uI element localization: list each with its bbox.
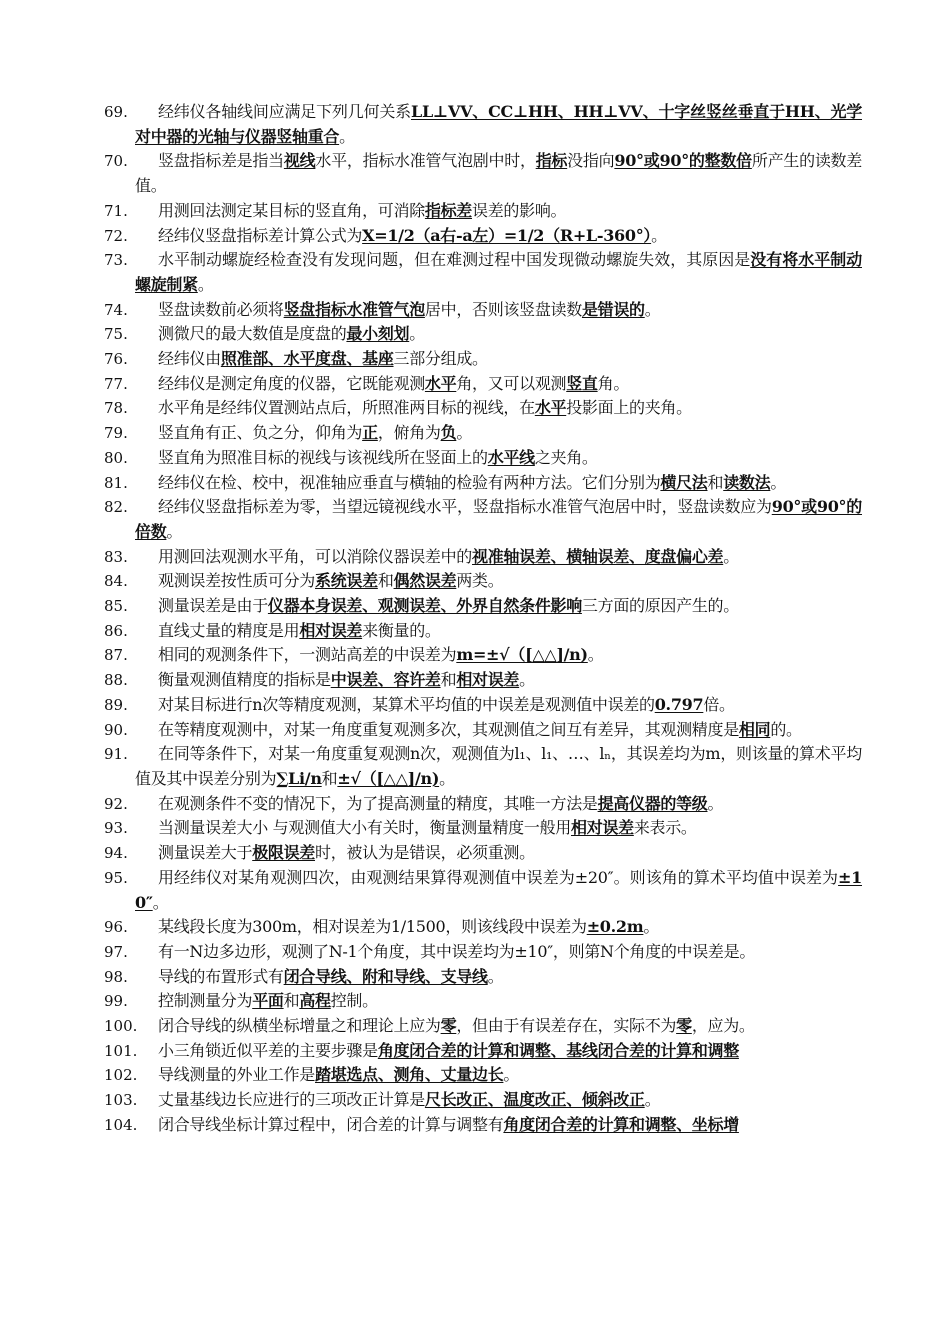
question-fragment: 竖盘指标差是指当 (158, 151, 284, 171)
question-fragment: 在观测条件不变的情况下，为了提高测量的精度，其唯一方法是 (158, 793, 598, 813)
question-fragment: 竖直角为照准目标的视线与该视线所在竖面上的 (158, 447, 488, 467)
question-fragment: 在同等条件下，对某一角度重复观测n次，观测值为l₁、l₁、…、lₙ，其误差均为m，则该量的算术平均值及其中误差分别为 (135, 744, 862, 788)
question-number: 85. (104, 597, 128, 616)
question-text (135, 149, 862, 198)
question-text (135, 1039, 862, 1064)
question-text (135, 1014, 862, 1039)
question-fragment: 。 (487, 966, 504, 986)
question-fragment: 的。 (770, 719, 802, 739)
answer-blank: 系统误差 (315, 571, 378, 591)
question-text (135, 816, 862, 841)
question-item (104, 619, 862, 644)
question-number: 100. (104, 1017, 138, 1036)
question-item (104, 545, 862, 570)
question-text (135, 693, 862, 718)
question-fragment: 竖盘读数前必须将 (158, 299, 284, 319)
answer-blank: 踏堪选点、测角、丈量边长 (315, 1065, 504, 1085)
question-fragment: 之夹角。 (534, 447, 598, 467)
question-text (135, 471, 862, 496)
question-number: 88. (104, 671, 128, 690)
question-number: 89. (104, 695, 128, 714)
answer-blank: X=1/2（a右-a左）=1/2（R+L-360°） (362, 225, 652, 245)
question-item (104, 421, 862, 446)
question-text (135, 1088, 862, 1113)
answer-blank: 水平 (424, 373, 457, 393)
question-number: 97. (104, 942, 128, 961)
answer-blank: 0.797 (654, 694, 704, 714)
question-text (135, 965, 862, 990)
question-number: 72. (104, 226, 128, 245)
question-number: 71. (104, 201, 128, 220)
question-number: 99. (104, 992, 128, 1011)
question-fragment: 导线测量的外业工作是 (158, 1065, 316, 1085)
answer-blank: 角度闭合差的计算和调整、坐标增 (503, 1114, 739, 1134)
question-item (104, 347, 862, 372)
question-item (104, 396, 862, 421)
question-item (104, 643, 862, 668)
question-number: 75. (104, 325, 128, 344)
answer-blank: 视准轴误差、横轴误差、度盘偏心差 (472, 546, 724, 566)
question-number: 82. (104, 498, 128, 517)
question-item (104, 199, 862, 224)
question-fragment: 。 (651, 225, 667, 245)
question-fragment: 投影面上的夹角。 (566, 398, 692, 418)
question-fragment: 。 (439, 768, 455, 788)
question-number: 76. (104, 350, 128, 369)
question-fragment: 和 (321, 768, 338, 788)
answer-blank: 偶然误差 (393, 571, 457, 591)
question-fragment: 。 (770, 472, 787, 492)
question-text (135, 866, 862, 915)
question-fragment: 控制测量分为 (158, 991, 253, 1011)
question-fragment: 。 (644, 1090, 661, 1110)
question-fragment: 经纬仪在检、校中，视准轴应垂直与横轴的检验有两种方法。它们分别为 (158, 472, 661, 492)
question-number: 103. (104, 1091, 138, 1110)
question-text (135, 841, 862, 866)
question-item (104, 149, 862, 198)
question-fragment: 误差的影响。 (472, 200, 567, 220)
question-text (135, 248, 862, 297)
answer-blank: 零 (440, 1016, 457, 1036)
question-item (104, 372, 862, 397)
question-item (104, 693, 862, 718)
question-number: 93. (104, 819, 128, 838)
question-fragment: 和 (440, 670, 457, 690)
question-item (104, 298, 862, 323)
question-fragment: 丈量基线边长应进行的三项改正计算是 (158, 1090, 425, 1110)
answer-blank: 90°或90°的整数倍 (614, 151, 752, 171)
answer-blank: 相对误差 (571, 818, 634, 838)
question-fragment: 。 (587, 645, 604, 665)
question-fragment: 测微尺的最大数值是度盘的 (158, 324, 347, 344)
answer-blank: 水平 (534, 398, 567, 418)
question-fragment: 没指向 (567, 151, 615, 171)
question-item (104, 471, 862, 496)
question-fragment: 角。 (597, 373, 630, 393)
question-fragment: ，应为。 (691, 1016, 755, 1036)
answer-blank: ±√（[△△]/n) (337, 768, 440, 788)
answer-blank: 横尺法 (660, 472, 708, 492)
question-item (104, 224, 862, 249)
answer-blank: 是错误的 (581, 299, 645, 319)
question-fragment: 两类。 (456, 571, 504, 591)
question-text (135, 1063, 862, 1088)
question-text (135, 594, 862, 619)
question-text (135, 396, 862, 421)
document-page (104, 100, 862, 1138)
question-fragment: 。 (723, 546, 739, 566)
answer-blank: 竖盘指标水准管气泡 (283, 299, 425, 319)
question-fragment: 观测误差按性质可分为 (158, 571, 316, 591)
answer-blank: 仪器本身误差、观测误差、外界自然条件影响 (267, 596, 582, 616)
question-text (135, 495, 862, 544)
question-item (104, 569, 862, 594)
question-fragment: 和 (377, 571, 394, 591)
question-fragment: 某线段长度为300m，相对误差为1/1500，则该线段中误差为 (158, 917, 587, 937)
answer-blank: 相对误差 (299, 620, 363, 640)
question-fragment: 闭合导线的纵横坐标增量之和理论上应为 (158, 1016, 441, 1036)
question-fragment: 。 (166, 521, 183, 541)
answer-blank: 指标差 (424, 200, 473, 220)
question-item (104, 1088, 862, 1113)
answer-blank: 水平线 (487, 447, 535, 467)
question-fragment: 和 (707, 472, 724, 492)
question-text (135, 792, 862, 817)
question-number: 90. (104, 720, 128, 739)
answer-blank: 90°或90°的倍数 (135, 497, 862, 541)
question-text (135, 372, 862, 397)
answer-blank: 高程 (299, 991, 331, 1011)
question-fragment: 经纬仪由 (158, 349, 221, 369)
question-text (135, 915, 862, 940)
question-number: 73. (104, 251, 128, 270)
question-fragment: 小三角锁近似平差的主要步骤是 (158, 1040, 378, 1060)
question-text (135, 199, 862, 224)
question-item (104, 718, 862, 743)
answer-blank: 相同 (738, 719, 771, 739)
question-text (135, 100, 862, 149)
question-number: 69. (104, 103, 128, 121)
question-number: 96. (104, 918, 128, 937)
answer-blank: ±10″ (135, 867, 862, 912)
question-fragment: 对某目标进行n次等精度观测，某算术平均值的中误差是观测值中误差的 (158, 694, 655, 714)
question-number: 86. (104, 621, 128, 640)
question-item (104, 866, 862, 915)
answer-blank: 读数法 (723, 472, 771, 492)
question-number: 80. (104, 448, 128, 467)
question-number: 79. (104, 424, 128, 443)
answer-blank: 最小刻划 (346, 324, 410, 344)
question-fragment: ，俯角为 (377, 423, 441, 443)
question-text (135, 569, 862, 594)
question-text (135, 742, 862, 791)
question-fragment: 倍。 (703, 694, 735, 714)
answer-blank: 视线 (283, 151, 316, 171)
question-fragment: 闭合导线坐标计算过程中，闭合差的计算与调整有 (158, 1114, 504, 1134)
question-text (135, 224, 862, 249)
question-number: 95. (104, 868, 128, 887)
question-fragment: 。 (197, 274, 214, 294)
question-fragment: 来表示。 (633, 818, 697, 838)
question-text (135, 347, 862, 372)
answer-blank: 负 (440, 423, 457, 443)
question-fragment: 经纬仪竖盘指标差计算公式为 (158, 225, 363, 245)
question-fragment: 用经纬仪对某角观测四次，由观测结果算得观测值中误差为±20″。则该角的算术平均值中误差为 (158, 867, 839, 887)
answer-blank: 角度闭合差的计算和调整、基线闭合差的计算和调整 (377, 1040, 739, 1060)
question-fragment: 测量误差是由于 (158, 596, 268, 616)
question-fragment: 测量误差大于 (158, 843, 253, 863)
question-fragment: 时，被认为是错误，必须重测。 (315, 843, 535, 863)
question-number: 84. (104, 572, 128, 591)
question-fragment: 。 (519, 670, 535, 690)
question-number: 104. (104, 1115, 138, 1134)
answer-blank: m=±√（[△△]/n) (456, 645, 588, 665)
answer-blank: 指标 (535, 151, 568, 171)
question-fragment: 居中，否则该竖盘读数 (424, 299, 582, 319)
answer-blank: 竖直 (566, 373, 598, 393)
question-number: 102. (104, 1066, 138, 1085)
question-number: 98. (104, 967, 128, 986)
question-text (135, 643, 862, 668)
answer-blank: 平面 (252, 991, 284, 1011)
question-number: 101. (104, 1041, 138, 1060)
question-number: 78. (104, 399, 128, 418)
question-text (135, 1113, 862, 1138)
question-fragment: 三部分组成。 (393, 349, 488, 369)
question-fragment: 在等精度观测中，对某一角度重复观测多次，其观测值之间互有差异，其观测精度是 (158, 719, 739, 739)
question-item (104, 322, 862, 347)
question-fragment: 来衡量的。 (362, 620, 441, 640)
question-number: 91. (104, 745, 128, 764)
question-fragment: 直线丈量的精度是用 (158, 620, 300, 640)
question-number: 94. (104, 844, 128, 863)
question-item (104, 1063, 862, 1088)
question-text (135, 940, 862, 965)
question-fragment: 。 (707, 793, 724, 813)
question-fragment: ，但由于有误差存在，实际不为 (456, 1016, 677, 1036)
question-fragment: 三方面的原因产生的。 (581, 596, 739, 616)
answer-blank: 提高仪器的等级 (597, 793, 708, 813)
question-fragment: 。 (643, 917, 660, 937)
question-number: 74. (104, 300, 128, 319)
question-fragment: 衡量观测值精度的指标是 (158, 670, 331, 690)
answer-blank: 相对误差 (456, 670, 520, 690)
question-fragment: 相同的观测条件下，一测站高差的中误差为 (158, 645, 457, 665)
question-item (104, 989, 862, 1014)
question-item (104, 965, 862, 990)
answer-blank: 尺长改正、温度改正、倾斜改正 (424, 1090, 645, 1110)
question-text (135, 989, 862, 1014)
question-fragment: 。 (644, 299, 661, 319)
question-item (104, 100, 862, 149)
answer-blank: ±0.2m (586, 917, 644, 937)
question-item (104, 1113, 862, 1138)
question-number: 81. (104, 473, 128, 492)
question-fragment: 经纬仪各轴线间应满足下列几何关系 (158, 102, 411, 121)
question-text (135, 446, 862, 471)
question-item (104, 915, 862, 940)
question-text (135, 421, 862, 446)
question-item (104, 248, 862, 297)
question-number: 92. (104, 794, 128, 813)
question-fragment: 。 (339, 126, 355, 146)
question-fragment: 。 (409, 324, 425, 344)
question-fragment: 竖直角有正、负之分，仰角为 (158, 423, 363, 443)
question-number: 83. (104, 547, 128, 566)
answer-blank: 没有将水平制动螺旋制紧 (135, 250, 862, 294)
question-text (135, 619, 862, 644)
question-fragment: 水平，指标水准管气泡剧中时， (315, 151, 536, 171)
question-text (135, 322, 862, 347)
question-item (104, 1039, 862, 1064)
question-fragment: 用测回法观测水平角，可以消除仪器误差中的 (158, 546, 473, 566)
answer-blank: ∑Li/n (276, 768, 322, 788)
question-fragment: 有一N边多边形，观测了N-1个角度，其中误差均为±10″，则第N个角度的中误差是。 (158, 941, 756, 961)
question-item (104, 495, 862, 544)
question-number: 87. (104, 646, 128, 665)
question-item (104, 792, 862, 817)
question-fragment: 用测回法测定某目标的竖直角，可消除 (158, 200, 425, 220)
question-item (104, 816, 862, 841)
question-fragment: 导线的布置形式有 (158, 966, 284, 986)
answer-blank: 极限误差 (252, 843, 316, 863)
answer-blank: 闭合导线、附和导线、支导线 (283, 966, 488, 986)
question-number: 70. (104, 152, 128, 171)
question-fragment: 角，又可以观测 (456, 373, 567, 393)
answer-blank: 零 (676, 1016, 692, 1036)
question-text (135, 545, 862, 570)
question-fragment: 控制。 (330, 991, 378, 1011)
question-fragment: 。 (152, 892, 169, 912)
question-item (104, 940, 862, 965)
question-fragment: 水平角是经纬仪置测站点后，所照准两目标的视线，在 (158, 398, 535, 418)
answer-blank: 中误差、容许差 (330, 670, 441, 690)
question-fragment: 当测量误差大小 与观测值大小有关时，衡量测量精度一般用 (158, 818, 571, 838)
question-item (104, 668, 862, 693)
question-text (135, 298, 862, 323)
question-item (104, 1014, 862, 1039)
question-fragment: 水平制动螺旋经检查没有发现问题，但在难测过程中国发现微动螺旋失效，其原因是 (158, 250, 751, 270)
question-item (104, 742, 862, 791)
question-fragment: 。 (503, 1065, 520, 1085)
question-fragment: 所产生的读数差值。 (135, 151, 862, 196)
question-text (135, 718, 862, 743)
question-item (104, 446, 862, 471)
answer-blank: 照准部、水平度盘、基座 (220, 349, 394, 369)
question-fragment: 经纬仪竖盘指标差为零，当望远镜视线水平，竖盘指标水准管气泡居中时，竖盘读数应为 (158, 497, 772, 517)
question-text (135, 668, 862, 693)
answer-blank: 正 (362, 423, 378, 443)
question-item (104, 841, 862, 866)
question-number: 77. (104, 374, 128, 393)
question-item (104, 594, 862, 619)
question-fragment: 经纬仪是测定角度的仪器，它既能观测 (158, 373, 425, 393)
question-fragment: 。 (456, 423, 473, 443)
answer-blank: LL⊥VV、CC⊥HH、HH⊥VV、十字丝竖丝垂直于HH、光学对中器的光轴与仪器竖轴重合 (135, 102, 863, 146)
question-fragment: 和 (283, 991, 300, 1011)
